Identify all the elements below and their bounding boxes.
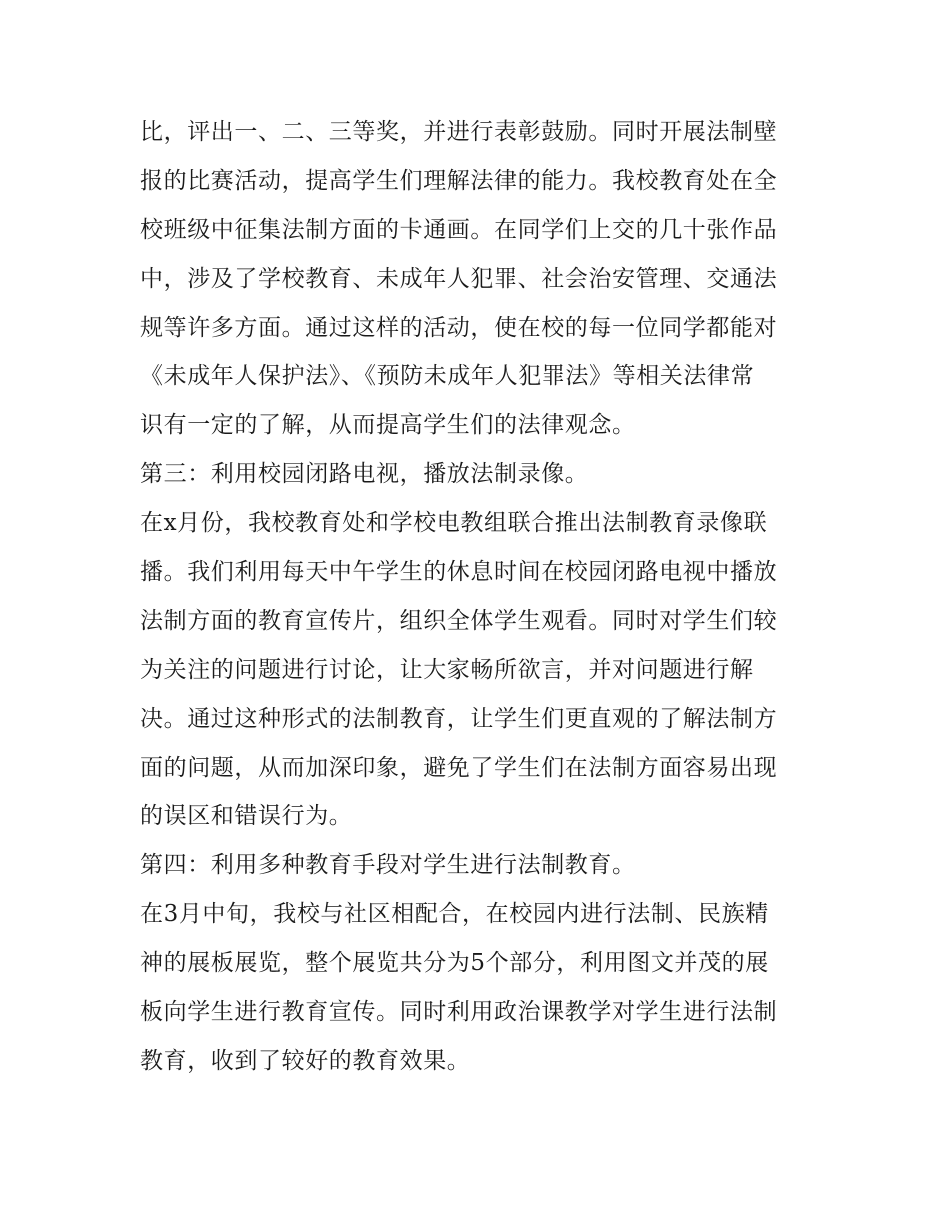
text-line: 的误区和错误行为。 xyxy=(140,803,353,830)
text-line: 校班级中征集法制方面的卡通画。在同学们上交的几十张作品 xyxy=(140,216,778,243)
text-line: 播。我们利用每天中午学生的休息时间在校园闭路电视中播放 xyxy=(140,559,778,586)
text-line: 《未成年人保护法》、《预防未成年人犯罪法》等相关法律常 xyxy=(140,363,755,390)
text-line: 为关注的问题进行讨论，让大家畅所欲言，并对问题进行解 xyxy=(140,656,754,683)
section-heading-4: 第四：利用多种教育手段对学生进行法制教育。 xyxy=(140,852,636,879)
document-body xyxy=(140,108,820,1086)
text-line: 板向学生进行教育宣传。同时利用政治课教学对学生进行法制 xyxy=(140,999,778,1026)
text-line: 识有一定的了解，从而提高学生们的法律观念。 xyxy=(140,412,636,439)
section-heading-3: 第三：利用校园闭路电视，播放法制录像。 xyxy=(140,461,589,488)
text-line: 神的展板展览，整个展览共分为5个部分，利用图文并茂的展 xyxy=(140,950,769,977)
text-line: 中，涉及了学校教育、未成年人犯罪、社会治安管理、交通法 xyxy=(140,265,778,292)
text-line: 决。通过这种形式的法制教育，让学生们更直观的了解法制方 xyxy=(140,705,778,732)
text-line: 报的比赛活动，提高学生们理解法律的能力。我校教育处在全 xyxy=(140,167,778,194)
text-line: 在3月中旬，我校与社区相配合，在校园内进行法制、民族精 xyxy=(140,901,769,928)
text-line: 教育，收到了较好的教育效果。 xyxy=(140,1047,471,1074)
text-line: 面的问题，从而加深印象，避免了学生们在法制方面容易出现 xyxy=(140,754,778,781)
text-line: 法制方面的教育宣传片，组织全体学生观看。同时对学生们较 xyxy=(140,607,778,634)
text-line: 在x月份，我校教育处和学校电教组联合推出法制教育录像联 xyxy=(140,510,768,537)
text-line: 比，评出一、二、三等奖，并进行表彰鼓励。同时开展法制壁 xyxy=(140,119,778,145)
text-line: 规等许多方面。通过这样的活动，使在校的每一位同学都能对 xyxy=(140,314,778,341)
